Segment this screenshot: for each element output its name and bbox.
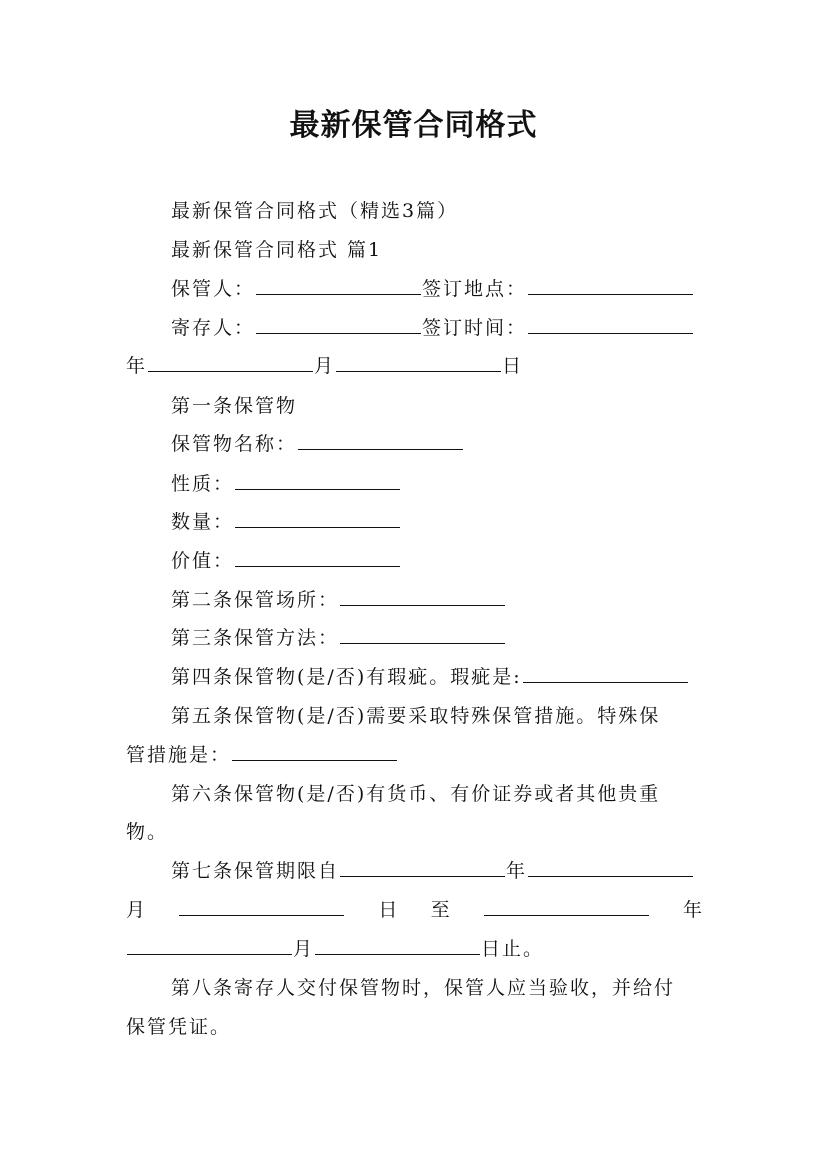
article-7-year2-label: 年 — [682, 899, 702, 921]
quantity-blank[interactable] — [235, 507, 400, 528]
article-5-label: 管措施是： — [126, 744, 232, 766]
article-7-end-label: 日止。 — [481, 938, 545, 960]
value-line — [171, 546, 702, 576]
article-8-line-2: 保管凭证。 — [126, 1016, 232, 1038]
article-7-start-year-blank[interactable] — [340, 856, 505, 877]
nature-blank[interactable] — [235, 469, 400, 490]
article-5-line-2 — [126, 740, 702, 770]
article-2-label: 第二条保管场所： — [171, 589, 340, 611]
article-2-blank[interactable] — [340, 585, 505, 606]
year-label: 年 — [126, 355, 148, 377]
keeper-blank[interactable] — [256, 274, 421, 295]
article-4-blank[interactable] — [523, 662, 688, 683]
article-3 — [171, 623, 702, 653]
article-7-line-2 — [126, 895, 702, 925]
keeper-line — [171, 274, 702, 304]
sign-place-label: 签订地点： — [422, 278, 528, 300]
document-title: 最新保管合同格式 — [289, 108, 538, 143]
quantity-label: 数量： — [171, 511, 235, 533]
keeper-label: 保管人： — [171, 278, 256, 300]
nature-line — [171, 469, 702, 499]
subtitle-line: 最新保管合同格式（精选3篇） — [171, 200, 459, 222]
day-label: 日 — [502, 355, 524, 377]
article-1: 第一条保管物 — [171, 395, 298, 417]
year-blank[interactable] — [148, 351, 313, 372]
article-8-line-1: 第八条寄存人交付保管物时，保管人应当验收，并给付 — [171, 977, 676, 999]
depositor-blank[interactable] — [256, 313, 421, 334]
value-blank[interactable] — [235, 546, 400, 567]
article-2 — [171, 585, 702, 615]
article-7-line-1 — [171, 856, 702, 886]
month-label: 月 — [314, 355, 336, 377]
article-6-line-1: 第六条保管物(是/否)有货币、有价证券或者其他贵重 — [171, 783, 661, 805]
article-6-line-2: 物。 — [126, 821, 169, 843]
article-7-day-label: 日 — [378, 899, 398, 921]
month-blank[interactable] — [336, 351, 501, 372]
article-7-end-day-blank[interactable] — [315, 934, 480, 955]
article-7-year-label: 年 — [506, 860, 528, 882]
article-7-start-day-blank[interactable] — [179, 895, 344, 916]
sign-time-label: 签订时间： — [422, 317, 528, 339]
article-heading: 最新保管合同格式 篇1 — [171, 239, 383, 261]
article-7-end-year-blank[interactable] — [484, 895, 649, 916]
depositor-line — [171, 313, 702, 343]
depositor-label: 寄存人： — [171, 317, 256, 339]
sign-time-blank[interactable] — [528, 313, 693, 334]
article-7-to-label: 至 — [430, 899, 450, 921]
article-7-line-3 — [126, 934, 702, 964]
article-3-label: 第三条保管方法： — [171, 627, 340, 649]
date-line — [126, 351, 702, 381]
item-name-blank[interactable] — [298, 429, 463, 450]
article-4 — [171, 662, 702, 692]
article-7-label: 第七条保管期限自 — [171, 860, 340, 882]
article-5-line-1: 第五条保管物(是/否)需要采取特殊保管措施。特殊保 — [171, 705, 661, 727]
article-7-month-label: 月 — [126, 899, 146, 921]
article-7-start-month-blank[interactable] — [528, 856, 693, 877]
nature-label: 性质： — [171, 473, 235, 495]
item-name-line — [171, 429, 702, 459]
article-3-blank[interactable] — [340, 623, 505, 644]
article-4-label: 第四条保管物(是/否)有瑕疵。瑕疵是: — [171, 666, 522, 688]
article-7-end-month-blank[interactable] — [127, 934, 292, 955]
quantity-line — [171, 507, 702, 537]
value-label: 价值： — [171, 550, 235, 572]
sign-place-blank[interactable] — [528, 274, 693, 295]
item-name-label: 保管物名称： — [171, 433, 298, 455]
article-5-blank[interactable] — [232, 740, 397, 761]
article-7-month2-label: 月 — [293, 938, 315, 960]
